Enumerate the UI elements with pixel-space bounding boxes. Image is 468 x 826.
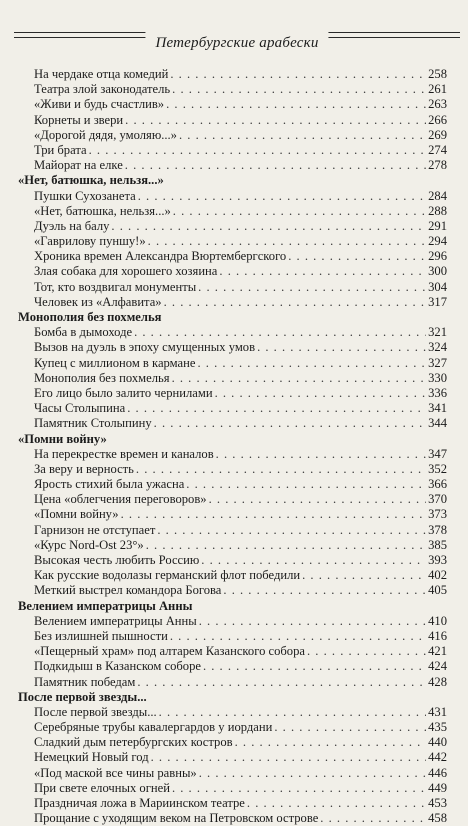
page-number: 410 bbox=[428, 613, 447, 628]
toc-entry bbox=[18, 659, 447, 674]
dot-leader bbox=[203, 659, 426, 674]
page-number: 453 bbox=[428, 796, 447, 810]
page-number: 304 bbox=[428, 279, 447, 294]
dot-leader bbox=[146, 538, 426, 553]
dot-leader bbox=[199, 766, 426, 781]
dot-leader bbox=[257, 340, 426, 355]
toc-entry bbox=[18, 614, 447, 629]
toc-entry bbox=[18, 477, 447, 492]
toc-entry bbox=[18, 189, 447, 204]
section-title: Велением императрицы Анны bbox=[18, 598, 193, 613]
dot-leader bbox=[198, 280, 426, 295]
entry-title: Серебряные трубы кавалергардов у иордани bbox=[34, 720, 273, 735]
dot-leader bbox=[125, 113, 426, 128]
toc-entry bbox=[18, 720, 447, 735]
dot-leader bbox=[170, 629, 426, 644]
dot-leader bbox=[186, 477, 426, 492]
entry-title: «Пещерный храм» под алтарем Казанского собора bbox=[34, 644, 305, 659]
toc-entry bbox=[18, 492, 447, 507]
entry-title: Велением императрицы Анны bbox=[34, 613, 197, 628]
page-number: 421 bbox=[428, 644, 447, 659]
toc-entry bbox=[18, 507, 447, 522]
entry-title: Меткий выстрел командора Богова bbox=[34, 583, 222, 598]
toc-entry bbox=[18, 128, 447, 143]
dot-leader bbox=[166, 97, 426, 112]
page-number: 258 bbox=[428, 67, 447, 81]
toc-section bbox=[18, 599, 447, 690]
entry-title: Пушки Сухозанета bbox=[34, 188, 136, 203]
entry-title: Гарнизон не отступает bbox=[34, 522, 156, 537]
toc-entry bbox=[18, 735, 447, 750]
page-number: 416 bbox=[428, 628, 447, 643]
entry-title: Памятник победам bbox=[34, 674, 136, 689]
toc-section-heading bbox=[18, 173, 447, 188]
toc-entry bbox=[18, 523, 447, 538]
page-number: 291 bbox=[428, 218, 447, 233]
toc-entry bbox=[18, 204, 447, 219]
dot-leader bbox=[134, 325, 426, 340]
toc-entry bbox=[18, 340, 447, 355]
toc-entry bbox=[18, 416, 447, 431]
page-number: 300 bbox=[428, 264, 447, 279]
toc-entry bbox=[18, 219, 447, 234]
toc-entry bbox=[18, 705, 447, 720]
dot-leader bbox=[216, 447, 426, 462]
toc-entry bbox=[18, 143, 447, 158]
page-number: 324 bbox=[428, 340, 447, 355]
dot-leader bbox=[223, 583, 426, 598]
entry-title: Немецкий Новый год bbox=[34, 750, 149, 765]
entry-title: При свете елочных огней bbox=[34, 780, 170, 795]
toc-section bbox=[18, 173, 447, 310]
dot-leader bbox=[320, 811, 426, 826]
section-title: После первой звезды... bbox=[18, 689, 147, 704]
entry-title: Бомба в дымоходе bbox=[34, 325, 133, 340]
dot-leader bbox=[172, 371, 427, 386]
page-number: 440 bbox=[428, 735, 447, 750]
toc-entry bbox=[18, 82, 447, 97]
toc-entry bbox=[18, 67, 447, 82]
dot-leader bbox=[89, 143, 426, 158]
entry-title: «Живи и будь счастлив» bbox=[34, 97, 165, 112]
page-number: 428 bbox=[428, 674, 447, 689]
page-number: 263 bbox=[428, 97, 447, 112]
entry-title: «Гаврилову пуншу!» bbox=[34, 234, 146, 249]
toc-entry bbox=[18, 675, 447, 690]
entry-title: Человек из «Алфавита» bbox=[34, 294, 162, 309]
page-number: 296 bbox=[428, 249, 447, 264]
dot-leader bbox=[154, 416, 426, 431]
toc-entry bbox=[18, 447, 447, 462]
dot-leader bbox=[148, 234, 426, 249]
page-number: 442 bbox=[428, 750, 447, 765]
toc-entry bbox=[18, 356, 447, 371]
entry-title: Хроника времен Александра Вюртембергского bbox=[34, 249, 287, 264]
dot-leader bbox=[274, 720, 426, 735]
entry-title: Злая собака для хорошего хозяина bbox=[34, 264, 218, 279]
entry-title: Как русские водолазы германский флот победили bbox=[34, 568, 301, 583]
dot-leader bbox=[172, 82, 426, 97]
dot-leader bbox=[157, 523, 426, 538]
page-number: 336 bbox=[428, 385, 447, 400]
page-number: 424 bbox=[428, 659, 447, 674]
dot-leader bbox=[137, 675, 426, 690]
toc-entry bbox=[18, 158, 447, 173]
page-number: 405 bbox=[428, 583, 447, 598]
page-number: 402 bbox=[428, 568, 447, 583]
entry-title: Праздничая ложа в Мариинском театре bbox=[34, 796, 245, 810]
page-number: 288 bbox=[428, 203, 447, 218]
dot-leader bbox=[136, 462, 426, 477]
toc-section bbox=[18, 432, 447, 599]
section-title: «Нет, батюшка, нельзя...» bbox=[18, 173, 164, 188]
dot-leader bbox=[219, 264, 426, 279]
page-number: 435 bbox=[428, 720, 447, 735]
dot-leader bbox=[159, 705, 426, 720]
entry-title: На чердаке отца комедий bbox=[34, 67, 169, 81]
page-number: 352 bbox=[428, 461, 447, 476]
dot-leader bbox=[138, 189, 426, 204]
toc-entry bbox=[18, 280, 447, 295]
entry-title: Высокая честь любить Россию bbox=[34, 553, 200, 567]
entry-title: «Под маской все чины равны» bbox=[34, 765, 197, 780]
entry-title: Корнеты и звери bbox=[34, 112, 124, 127]
toc-entry bbox=[18, 462, 447, 477]
toc-entry bbox=[18, 234, 447, 249]
dot-leader bbox=[197, 356, 426, 371]
page-number: 269 bbox=[428, 127, 447, 142]
dot-leader bbox=[172, 781, 426, 796]
toc-entry bbox=[18, 583, 447, 598]
entry-title: Монополия без похмелья bbox=[34, 370, 170, 385]
dot-leader bbox=[247, 796, 426, 811]
entry-title: Майорат на елке bbox=[34, 158, 123, 173]
dot-leader bbox=[288, 249, 426, 264]
dot-leader bbox=[111, 219, 426, 234]
toc-entry bbox=[18, 295, 447, 310]
toc-section-heading bbox=[18, 599, 447, 614]
entry-title: Тот, кто воздвигал монументы bbox=[34, 279, 197, 294]
section-title: «Помни войну» bbox=[18, 431, 107, 446]
toc-entry bbox=[18, 629, 447, 644]
dot-leader bbox=[173, 204, 426, 219]
entry-title: Дуэль на балу bbox=[34, 218, 110, 233]
dot-leader bbox=[151, 750, 426, 765]
page-number: 458 bbox=[428, 811, 447, 826]
page-number: 385 bbox=[428, 537, 447, 552]
toc-entry bbox=[18, 644, 447, 659]
page-number: 393 bbox=[428, 553, 447, 567]
dot-leader bbox=[179, 128, 426, 143]
page-number: 330 bbox=[428, 370, 447, 385]
page-number: 261 bbox=[428, 82, 447, 97]
entry-title: Без излишней пышности bbox=[34, 628, 168, 643]
toc-entry bbox=[18, 538, 447, 553]
toc-entry bbox=[18, 811, 447, 826]
dot-leader bbox=[235, 735, 427, 750]
entry-title: Часы Столыпина bbox=[34, 401, 126, 416]
dot-leader bbox=[302, 568, 426, 583]
page-number: 341 bbox=[428, 401, 447, 416]
page-number: 278 bbox=[428, 158, 447, 173]
dot-leader bbox=[164, 295, 427, 310]
entry-title: Ярость стихий была ужасна bbox=[34, 477, 185, 492]
page-number: 431 bbox=[428, 704, 447, 719]
entry-title: «Нет, батюшка, нельзя...» bbox=[34, 203, 171, 218]
dot-leader bbox=[127, 401, 426, 416]
toc-entry bbox=[18, 249, 447, 264]
dot-leader bbox=[125, 158, 426, 173]
toc-section bbox=[18, 310, 447, 432]
entry-title: За веру и верность bbox=[34, 461, 134, 476]
page-number: 294 bbox=[428, 234, 447, 249]
toc-entry bbox=[18, 766, 447, 781]
toc-entry bbox=[18, 781, 447, 796]
running-header bbox=[14, 32, 460, 56]
page-number: 344 bbox=[428, 416, 447, 431]
page-number: 317 bbox=[428, 294, 447, 309]
page-number: 446 bbox=[428, 765, 447, 780]
entry-title: Подкидыш в Казанском соборе bbox=[34, 659, 201, 674]
dot-leader bbox=[201, 553, 426, 568]
toc-entry bbox=[18, 113, 447, 128]
toc-section-heading bbox=[18, 432, 447, 447]
page-number: 274 bbox=[428, 142, 447, 157]
entry-title: После первой звезды... bbox=[34, 704, 157, 719]
entry-title: Купец с миллионом в кармане bbox=[34, 355, 196, 370]
entry-title: Его лицо было залито чернилами bbox=[34, 385, 213, 400]
toc-entry bbox=[18, 568, 447, 583]
entry-title: Сладкий дым петербургских костров bbox=[34, 735, 233, 750]
entry-title: «Курс Nord-Ost 23°» bbox=[34, 537, 144, 552]
toc-entry bbox=[18, 750, 447, 765]
entry-title: Вызов на дуэль в эпоху смущенных умов bbox=[34, 340, 256, 355]
toc-section-heading bbox=[18, 310, 447, 325]
dot-leader bbox=[121, 507, 427, 522]
entry-title: Цена «облегчения переговоров» bbox=[34, 492, 207, 507]
entry-title: Три брата bbox=[34, 142, 87, 157]
page-number: 327 bbox=[428, 355, 447, 370]
page-number: 347 bbox=[428, 446, 447, 461]
toc-entry bbox=[18, 796, 447, 811]
entry-title: Театра злой законодатель bbox=[34, 82, 171, 97]
toc-entry bbox=[18, 97, 447, 112]
page-number: 373 bbox=[428, 507, 447, 522]
dot-leader bbox=[307, 644, 426, 659]
page-number: 366 bbox=[428, 477, 447, 492]
page-number: 378 bbox=[428, 522, 447, 537]
entry-title: Прощание с уходящим веком на Петровском острове bbox=[34, 811, 319, 826]
page-number: 321 bbox=[428, 325, 447, 340]
dot-leader bbox=[199, 614, 426, 629]
page-number: 449 bbox=[428, 780, 447, 795]
table-of-contents bbox=[18, 67, 447, 826]
toc-entry bbox=[18, 553, 447, 568]
toc-entry bbox=[18, 264, 447, 279]
dot-leader bbox=[209, 492, 427, 507]
running-title: Петербургские арабески bbox=[145, 32, 328, 54]
page-number: 284 bbox=[428, 188, 447, 203]
section-title: Монополия без похмелья bbox=[18, 310, 162, 324]
page-number: 266 bbox=[428, 112, 447, 127]
dot-leader bbox=[215, 386, 427, 401]
entry-title: Памятник Столыпину bbox=[34, 416, 152, 431]
toc-entry bbox=[18, 325, 447, 340]
entry-title: «Дорогой дядя, умоляю...» bbox=[34, 127, 177, 142]
toc-entry bbox=[18, 371, 447, 386]
page-number: 370 bbox=[428, 492, 447, 507]
dot-leader bbox=[170, 67, 426, 82]
entry-title: На перекрестке времен и каналов bbox=[34, 446, 214, 461]
toc-section-heading bbox=[18, 690, 447, 705]
entry-title: «Помни войну» bbox=[34, 507, 119, 522]
toc-entry bbox=[18, 401, 447, 416]
toc-entry bbox=[18, 386, 447, 401]
